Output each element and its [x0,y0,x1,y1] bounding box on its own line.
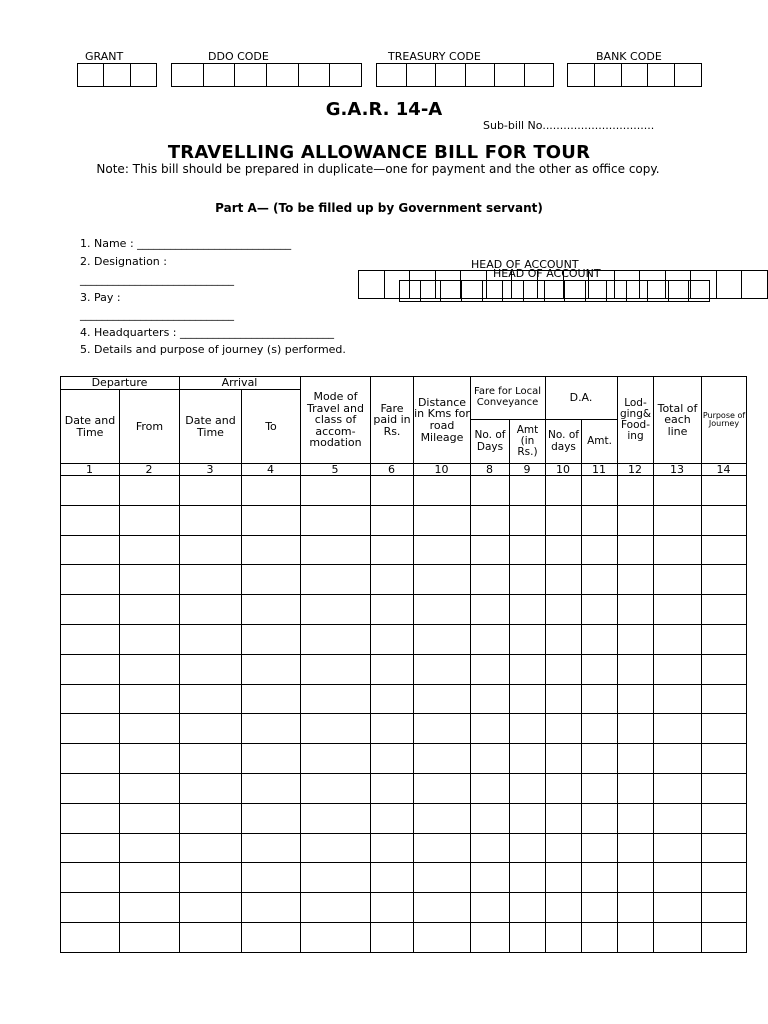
headquarters-field[interactable]: 4. Headquarters : ____________________________ [80,326,335,339]
table-column-rule [581,419,582,953]
table-row-rule [60,862,746,863]
column-number: 6 [388,463,395,476]
name-field[interactable]: 1. Name : ____________________________ [80,237,292,250]
table-row-rule [60,505,746,506]
table-row-rule [60,952,746,953]
designation-field[interactable]: 2. Designation : [80,255,167,268]
pay-field[interactable]: 3. Pay : [80,291,121,304]
head-of-account-label: HEAD OF ACCOUNT [471,258,579,271]
table-row-rule [60,535,746,536]
table-row-rule [60,803,746,804]
local-conveyance-group-header: Fare for Local Conveyance [473,386,542,408]
pay-line[interactable]: ____________________________ [80,308,234,321]
table-row-rule [60,654,746,655]
column-header: To [265,419,277,433]
page-title: TRAVELLING ALLOWANCE BILL FOR TOUR [167,142,591,163]
designation-line[interactable]: ____________________________ [80,273,234,286]
arrival-group-header: Arrival [221,376,258,389]
column-header: No. of days [548,429,579,453]
column-number: 5 [331,463,339,476]
table-row-rule [60,892,746,893]
table-row-rule [60,684,746,685]
column-number: 4 [267,463,274,476]
table-row-rule [60,564,746,565]
table-column-rule [746,376,747,953]
column-number: 10 [556,463,570,476]
grant-label: GRANT [85,50,124,63]
column-number: 11 [592,463,606,476]
form-id: G.A.R. 14-A [325,99,443,120]
column-header: Amt (in Rs.) [516,423,539,458]
bank-code-label: BANK CODE [596,50,662,63]
departure-group-header: Departure [91,376,148,389]
note-text: Note: This bill should be prepared in duplicate—one for payment and the other as office copy. [96,162,660,176]
column-header: Mode of Travel and class of accom-modation [307,390,364,450]
table-row-rule [60,833,746,834]
column-header: Distance in Kms for road Mileage [414,395,470,444]
journey-details-label: 5. Details and purpose of journey (s) performed. [80,343,346,356]
column-header: Total of each line [657,401,698,438]
table-row-rule [60,713,746,714]
head-of-account-label-overlap: HEAD OF ACCOUNT [493,267,601,280]
table-row-rule [60,624,746,625]
column-number: 12 [628,463,642,476]
column-header: Lod-ging& Food-ing [619,396,652,443]
column-number: 3 [206,463,214,476]
column-number: 9 [523,463,531,476]
table-row-rule [60,922,746,923]
table-row-rule [60,743,746,744]
column-header: Date and Time [64,413,116,439]
table-row-rule [60,594,746,595]
table-row-rule [60,773,746,774]
column-header: Fare paid in Rs. [373,401,411,438]
column-header: Date and Time [185,413,236,439]
sub-bill-no: Sub-bill No................................ [483,119,655,132]
column-number: 2 [145,463,153,476]
part-a-heading: Part A— (To be filled up by Government servant) [215,201,543,215]
ddo-code-label: DDO CODE [208,50,269,63]
column-number: 10 [434,463,449,476]
treasury-code-label: TREASURY CODE [388,50,481,63]
column-header: From [135,419,164,433]
column-header: Purpose of Journey [702,410,746,428]
column-header: No. of Days [474,429,506,453]
column-number: 1 [86,463,93,476]
column-number: 8 [486,463,493,476]
column-number: 14 [716,463,731,476]
table-column-rule [509,419,510,953]
da-group-header: D.A. [569,390,593,404]
column-header: Amt. [587,434,612,447]
column-number: 13 [670,463,684,476]
